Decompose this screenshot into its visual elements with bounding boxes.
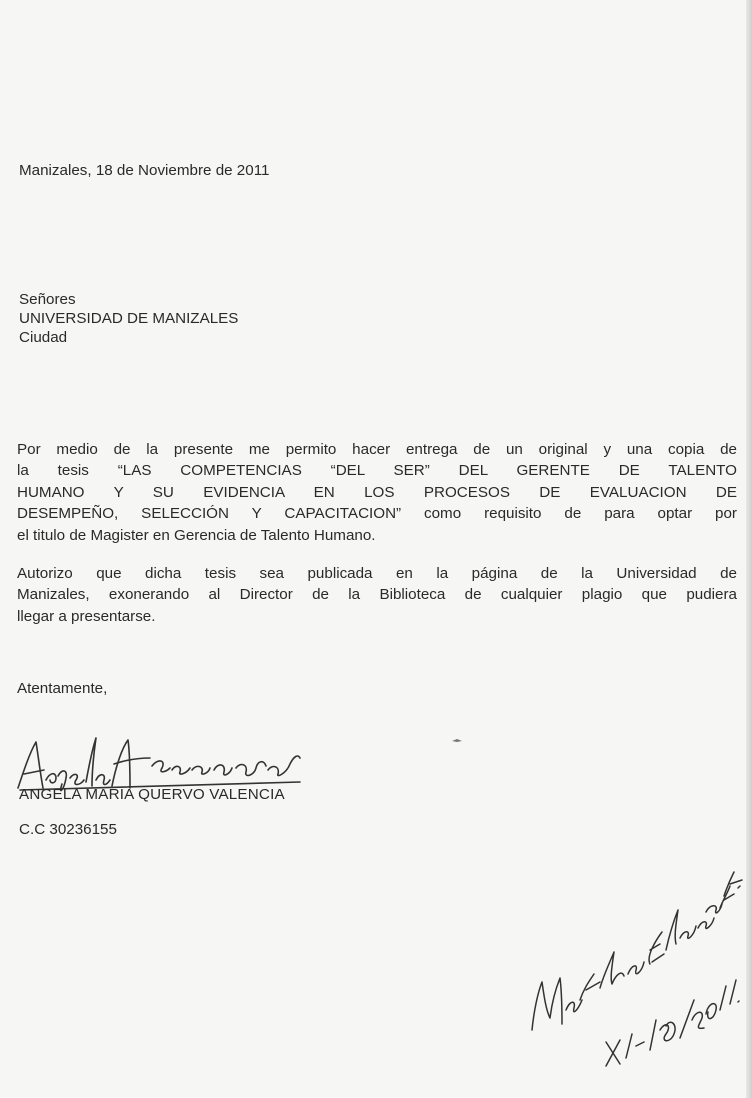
recipient-city: Ciudad [19, 329, 68, 346]
body-paragraph-2 [17, 563, 737, 627]
paragraph-line: llegar a presentarse. [17, 607, 156, 625]
paragraph-line: Por medio de la presente me permito hacer entrega de un original y una copia de [17, 441, 737, 458]
id-number: C.C 30236155 [19, 821, 117, 838]
closing-line: Atentamente, [17, 680, 108, 697]
paragraph-line: el titulo de Magister en Gerencia de Talento Humano. [17, 526, 376, 544]
recipient-block [19, 290, 238, 347]
recipient-salutation: Señores [19, 291, 76, 308]
paragraph-line: Manizales, exonerando al Director de la Biblioteca de cualquier plagio que pudiera [17, 586, 737, 604]
received-note-signature [510, 870, 750, 1070]
paragraph-line: HUMANO Y SU EVIDENCIA EN LOS PROCESOS DE EVALUACION DE [17, 483, 737, 501]
scan-speck [452, 738, 462, 743]
paragraph-line: DESEMPEÑO, SELECCIÓN Y CAPACITACION” como requisito de para optar por [17, 505, 737, 523]
paragraph-line: la tesis “LAS COMPETENCIAS “DEL SER” DEL GERENTE DE TALENTO [17, 462, 737, 480]
signer-name: ANGELA MARIA QUERVO VALENCIA [19, 786, 285, 803]
paragraph-line: Autorizo que dicha tesis sea publicada en la página de la Universidad de [17, 565, 737, 582]
body-paragraph-1 [17, 439, 737, 546]
recipient-institution: UNIVERSIDAD DE MANIZALES [19, 310, 239, 327]
date-line: Manizales, 18 de Noviembre de 2011 [19, 162, 270, 179]
